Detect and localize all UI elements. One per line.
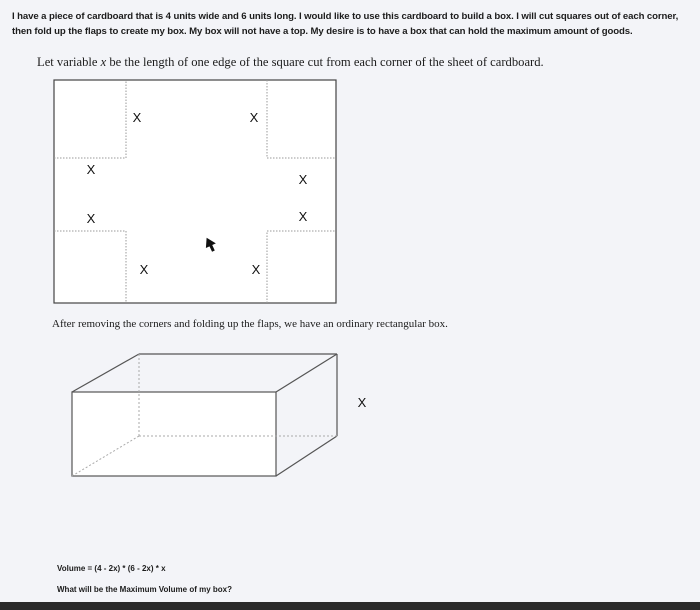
diagram-caption: After removing the corners and folding up the flaps, we have an ordinary rectangular box. — [52, 318, 448, 330]
bottom-border — [0, 602, 700, 610]
x-label-right-upper: X — [298, 172, 308, 187]
sheet-outline — [54, 80, 336, 303]
x-label-left-lower: X — [86, 211, 96, 226]
prompt-variable: x — [100, 55, 107, 69]
prompt-text-start: Let variable — [37, 55, 101, 69]
question-text: What will be the Maximum Volume of my box? — [57, 585, 232, 594]
cardboard-sheet-diagram — [54, 80, 336, 303]
x-label-bottom-left: X — [139, 262, 149, 277]
x-label-top-right: X — [249, 110, 259, 125]
problem-intro: I have a piece of cardboard that is 4 units wide and 6 units long. I would like to use this cardboard to build a box. I will cut squares out of each corner, then fold up the flaps to create my box. My box will not have a top. My desire is to have a box that can hold the maximum amount of goods. — [12, 11, 679, 37]
volume-formula: Volume = (4 - 2x) * (6 - 2x) * x — [57, 564, 166, 573]
x-label-right-lower: X — [298, 209, 308, 224]
prompt-text-end: be the length of one edge of the square cut from each corner of the sheet of cardboard. — [106, 55, 544, 69]
x-label-bottom-right: X — [251, 262, 261, 277]
open-box-diagram — [72, 354, 367, 476]
box-height-label: X — [357, 395, 367, 410]
x-label-top-left: X — [132, 110, 142, 125]
box-front-face — [72, 392, 276, 476]
x-label-left-upper: X — [86, 162, 96, 177]
